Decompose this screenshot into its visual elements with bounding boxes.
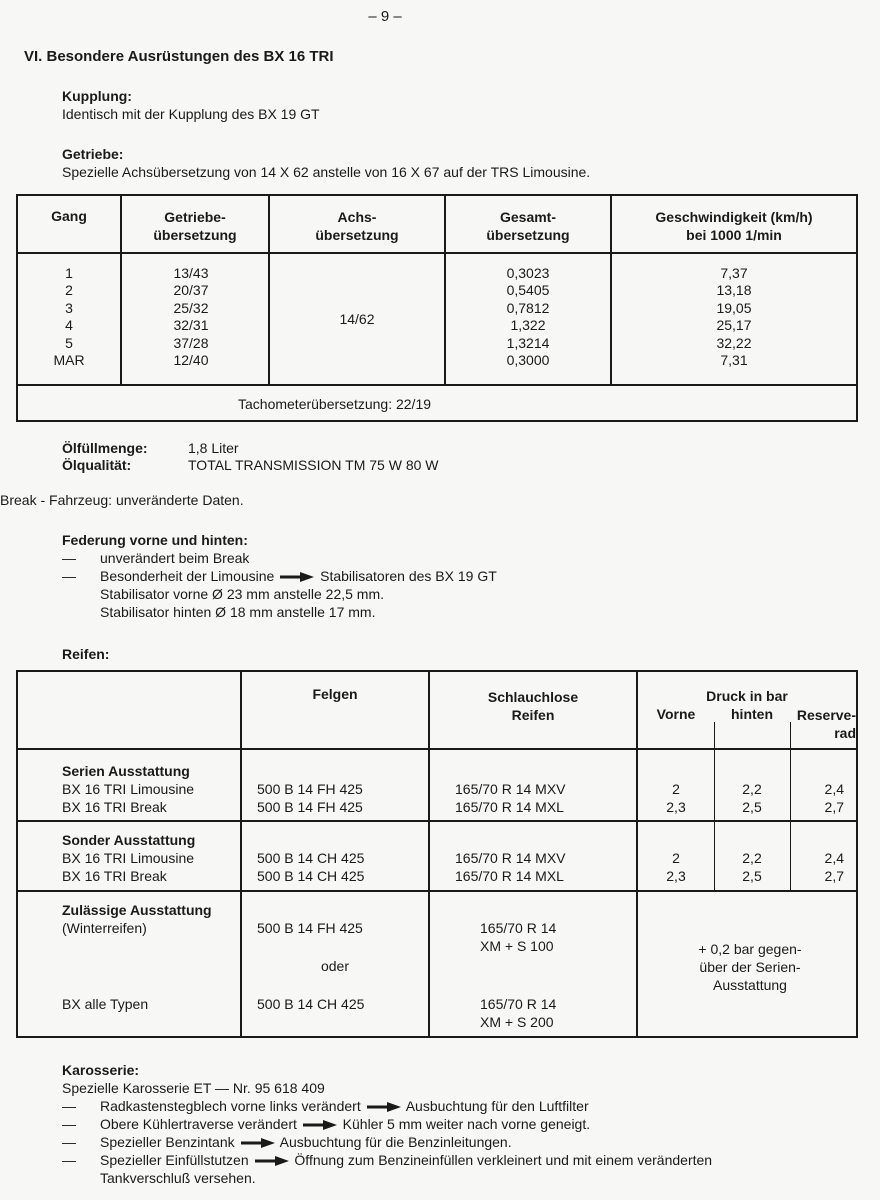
tire-row-reifen: 165/70 R 14 MXV [455, 850, 566, 866]
gear-row-getriebe: 13/43 [173, 265, 209, 281]
arrow-right-icon [280, 572, 314, 582]
zulaessig-felgen-1: 500 B 14 FH 425 [257, 920, 363, 936]
gesamt-values [446, 265, 610, 369]
zulaessig-reifen-1b: XM + S 100 [480, 938, 554, 954]
kupplung-text: Identisch mit der Kupplung des BX 19 GT [62, 106, 320, 122]
kupplung-heading: Kupplung: [62, 88, 132, 104]
gear-row-gesamt: 0,7812 [506, 299, 550, 316]
getriebe-values [150, 265, 232, 369]
gear-row-gang: 3 [65, 299, 73, 316]
tire-row-vorne: 2,3 [666, 868, 686, 884]
tire-row-model: BX 16 TRI Limousine [62, 850, 195, 866]
tire-row-vorne: 2 [672, 850, 680, 866]
karosserie-dash: — [62, 1134, 76, 1150]
header-gang: Gang [51, 208, 87, 224]
oil-amount-value: 1,8 Liter [188, 440, 239, 456]
tire-row-reserve: 2,7 [824, 868, 844, 884]
section-title: VI. Besondere Ausrüstungen des BX 16 TRI [24, 48, 334, 65]
header-speed: Geschwindigkeit (km/h) bei 1000 1/min [655, 209, 813, 243]
tire-row-reifen: 165/70 R 14 MXL [455, 868, 564, 884]
karosserie-item-2: Obere Kühlertraverse verändert Kühler 5 mm weiter nach vorne geneigt. [100, 1116, 591, 1132]
gear-row-getriebe: 37/28 [173, 334, 209, 351]
tire-row-reserve: 2,4 [824, 850, 844, 866]
karosserie-item-4: Spezieller Einfüllstutzen Öffnung zum Benzineinfüllen verkleinert und mit einem veränderten [100, 1152, 713, 1168]
arrow-right-icon [303, 1120, 337, 1130]
stabilisator-hinten: Stabilisator hinten Ø 18 mm anstelle 17 mm. [100, 604, 376, 620]
tire-row-hinten: 2,5 [742, 799, 762, 815]
gear-row-gang: MAR [53, 352, 85, 369]
gear-row-gesamt: 0,3000 [506, 352, 550, 369]
tire-row-reifen: 165/70 R 14 MXL [455, 799, 564, 815]
gear-row-getriebe: 20/37 [173, 282, 209, 299]
tire-row-felgen: 500 B 14 CH 425 [257, 850, 365, 866]
tire-row-reserve: 2,7 [824, 799, 844, 815]
karosserie-text: Spezielle Karosserie ET — Nr. 95 618 409 [62, 1080, 325, 1096]
header-vorne: Vorne [656, 706, 696, 722]
getriebe-text: Spezielle Achsübersetzung von 14 X 62 anstelle von 16 X 67 auf der TRS Limousine. [62, 164, 591, 180]
gear-row-gesamt: 1,322 [510, 317, 546, 334]
gear-row-gang: 4 [65, 317, 73, 334]
break-note: Break - Fahrzeug: unveränderte Daten. [0, 492, 244, 508]
tacho-ratio: Tachometerübersetzung: 22/19 [238, 396, 432, 412]
oil-quality-label: Ölqualität: [62, 457, 132, 473]
gear-row-gesamt: 0,3023 [506, 265, 550, 281]
karosserie-item-1: Radkastenstegblech vorne links verändert Ausbuchtung für den Luftfilter [100, 1098, 589, 1114]
gear-row-getriebe: 12/40 [173, 352, 209, 369]
gear-row-getriebe: 32/31 [173, 317, 209, 334]
gear-row-speed: 25,17 [716, 317, 752, 334]
tire-row-reserve: 2,4 [824, 781, 844, 797]
gear-row-gesamt: 1,3214 [506, 334, 550, 351]
federung-item-2 [100, 568, 497, 584]
header-achs: Achs- übersetzung [315, 209, 399, 243]
reifen-heading: Reifen: [62, 646, 110, 662]
tire-row-hinten: 2,5 [742, 868, 762, 884]
tire-row-reifen: 165/70 R 14 MXV [455, 781, 566, 797]
zulaessig-reifen-2a: 165/70 R 14 [480, 996, 557, 1012]
federung-item-1: unverändert beim Break [100, 550, 250, 566]
tire-row-vorne: 2 [672, 781, 680, 797]
oil-quality-value: TOTAL TRANSMISSION TM 75 W 80 W [188, 457, 439, 473]
oil-amount-label: Ölfüllmenge: [62, 440, 148, 456]
karosserie-heading: Karosserie: [62, 1062, 140, 1078]
karosserie-item-4-cont: Tankverschluß versehen. [100, 1170, 256, 1186]
karosserie-dash: — [62, 1152, 76, 1168]
tire-row-vorne: 2,3 [666, 799, 686, 815]
karosserie-dash: — [62, 1098, 76, 1114]
header-schlauchlose-reifen: Schlauchlose Reifen [487, 689, 579, 723]
federung-dash: — [62, 550, 76, 566]
zulaessig-oder: oder [320, 958, 350, 974]
federung-item-2-a: Besonderheit der Limousine [100, 568, 275, 584]
karosserie-item-3: Spezieller Benzintank Ausbuchtung für die Benzinleitungen. [100, 1134, 512, 1150]
karosserie-dash: — [62, 1116, 76, 1132]
header-gesamt: Gesamt- übersetzung [486, 209, 570, 243]
gear-row-speed: 32,22 [716, 334, 752, 351]
tire-row-model: BX 16 TRI Limousine [62, 781, 195, 797]
gear-row-gang: 5 [65, 334, 73, 351]
tire-row-model: BX 16 TRI Break [62, 868, 167, 884]
zulaessig-reifen-1a: 165/70 R 14 [480, 920, 557, 936]
header-reserverad: Reserve- rad [796, 707, 856, 741]
achs-value: 14/62 [339, 311, 375, 327]
getriebe-heading: Getriebe: [62, 146, 124, 162]
header-druck: Druck in bar [706, 688, 788, 704]
tire-row-hinten: 2,2 [742, 850, 762, 866]
header-hinten: hinten [731, 706, 773, 722]
federung-dash: — [62, 568, 76, 584]
federung-heading: Federung vorne und hinten: [62, 532, 248, 548]
serien-title: Serien Ausstattung [62, 763, 190, 779]
gear-row-gesamt: 0,5405 [506, 282, 550, 299]
gear-row-speed: 13,18 [716, 282, 752, 299]
tire-row-felgen: 500 B 14 FH 425 [257, 799, 363, 815]
gear-row-speed: 19,05 [716, 299, 752, 316]
gear-row-getriebe: 25/32 [173, 299, 209, 316]
gear-row-gang: 1 [65, 265, 73, 281]
zulaessig-model-2: BX alle Typen [62, 996, 149, 1012]
zulaessig-reifen-2b: XM + S 200 [480, 1014, 554, 1030]
page-number: – 9 – [368, 8, 402, 25]
zulaessig-druck-note: + 0,2 bar gegen- über der Serien- Ausstattung [698, 941, 802, 993]
arrow-right-icon [255, 1156, 289, 1166]
zulaessig-subtitle: (Winterreifen) [62, 920, 147, 936]
speed-values [612, 265, 856, 369]
arrow-right-icon [241, 1138, 275, 1148]
federung-item-2-b: Stabilisatoren des BX 19 GT [320, 568, 497, 584]
tire-row-felgen: 500 B 14 CH 425 [257, 868, 365, 884]
gear-rows [18, 265, 120, 369]
tire-row-felgen: 500 B 14 FH 425 [257, 781, 363, 797]
arrow-right-icon [367, 1102, 401, 1112]
header-getriebe: Getriebe- übersetzung [153, 209, 237, 243]
tire-row-model: BX 16 TRI Break [62, 799, 167, 815]
header-felgen: Felgen [312, 686, 358, 702]
gear-row-gang: 2 [65, 282, 73, 299]
gear-row-speed: 7,31 [720, 352, 748, 369]
stabilisator-vorne: Stabilisator vorne Ø 23 mm anstelle 22,5 mm. [100, 586, 385, 602]
gear-row-speed: 7,37 [720, 265, 748, 281]
zulaessig-felgen-2: 500 B 14 CH 425 [257, 996, 365, 1012]
sonder-title: Sonder Ausstattung [62, 832, 196, 848]
zulaessig-title: Zulässige Ausstattung [62, 902, 212, 918]
tire-row-hinten: 2,2 [742, 781, 762, 797]
